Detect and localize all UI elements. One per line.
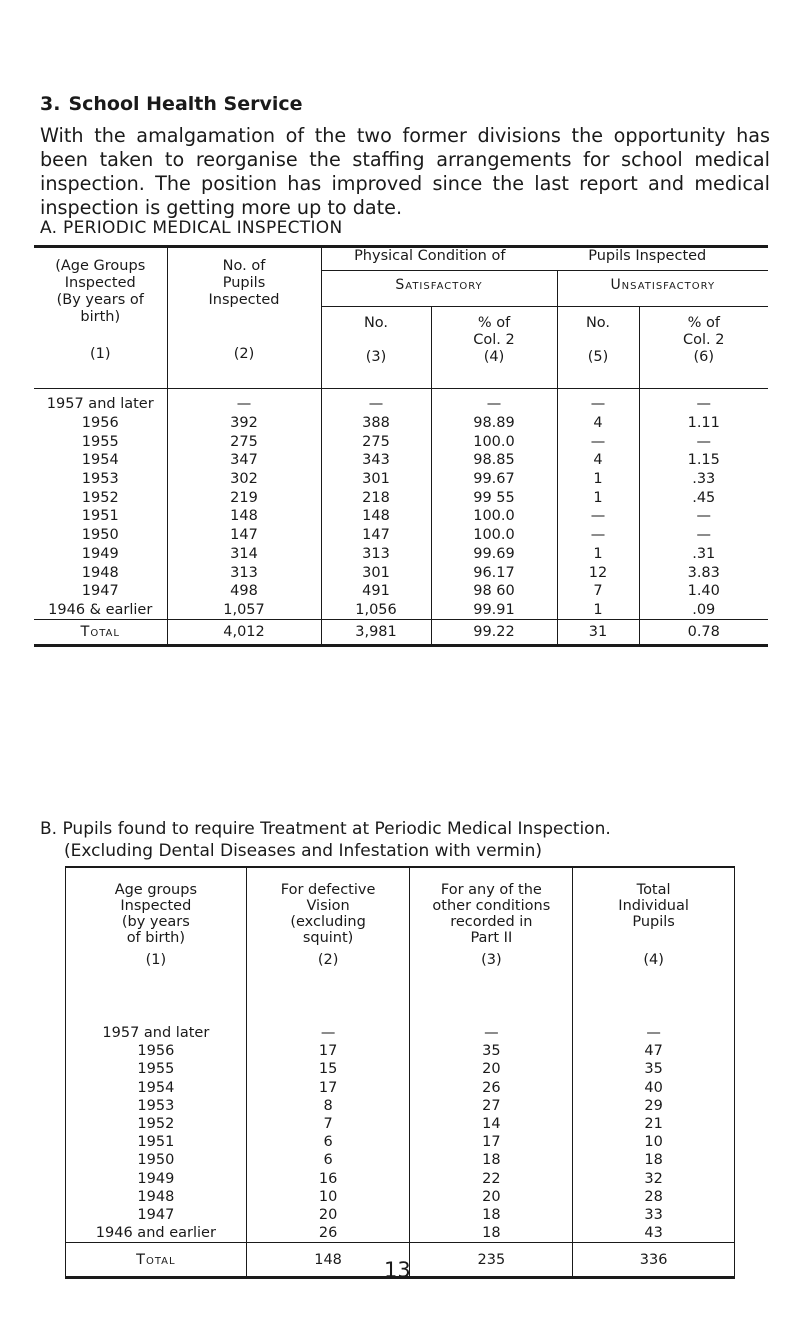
cell-sat-pct: 98.85 (431, 451, 557, 470)
section-number: 3. (40, 93, 61, 115)
col-header-4: Total Individual Pupils (4) (618, 882, 689, 968)
cell-pupils-inspected: 347 (167, 451, 321, 470)
unsatisfactory-header: Unsatisfactory (557, 271, 768, 307)
section-a-title: A. PERIODIC MEDICAL INSPECTION (40, 218, 343, 238)
cell-other-conditions: 26 (410, 1079, 573, 1097)
cell-unsat-no: — (557, 432, 639, 451)
cell-sat-pct: 98 60 (431, 582, 557, 601)
cell-age-group: 1951 (34, 507, 167, 526)
total-pupils: 4,012 (167, 620, 321, 646)
table-row (66, 1097, 735, 1115)
section-title: School Health Service (68, 93, 303, 115)
cell-other-conditions: 14 (410, 1115, 573, 1133)
cell-age-group: 1956 (66, 1042, 247, 1060)
cell-sat-no: 301 (321, 470, 431, 489)
cell-defective-vision: — (246, 994, 410, 1042)
total-sat-no: 3,981 (321, 620, 431, 646)
periodic-inspection-table (34, 245, 768, 647)
cell-sat-no: 275 (321, 432, 431, 451)
cell-pupils-inspected: 313 (167, 563, 321, 582)
cell-unsat-pct: 1.15 (687, 452, 720, 469)
table-row (34, 601, 768, 620)
cell-other-conditions: 22 (410, 1170, 573, 1188)
cell-total-individual: 40 (644, 1079, 663, 1096)
cell-age-group: 1950 (34, 526, 167, 545)
col-header-3: For any of the other conditions recorded in Part II (3) (410, 867, 573, 994)
cell-sat-no: 1,056 (321, 601, 431, 620)
cell-sat-pct: 100.0 (431, 432, 557, 451)
cell-unsat-no: 1 (557, 470, 639, 489)
cell-sat-pct: 99.67 (431, 470, 557, 489)
cell-age-group: 1955 (34, 432, 167, 451)
cell-defective-vision: 16 (246, 1170, 410, 1188)
table-row (66, 1151, 735, 1169)
cell-age-group: 1955 (66, 1060, 247, 1078)
cell-unsat-pct: — (696, 396, 711, 413)
cell-unsat-pct: 1.40 (687, 583, 720, 600)
total-label: Total (66, 1243, 247, 1278)
cell-total-individual: 35 (644, 1061, 663, 1078)
cell-unsat-no: 4 (557, 414, 639, 433)
cell-sat-pct: 99 55 (431, 488, 557, 507)
cell-age-group: 1952 (34, 488, 167, 507)
cell-pupils-inspected: 148 (167, 507, 321, 526)
cell-pupils-inspected: 314 (167, 545, 321, 564)
total-unsat-pct: 0.78 (639, 620, 768, 646)
cell-age-group: 1953 (66, 1097, 247, 1115)
table-row (34, 432, 768, 451)
intro-paragraph: With the amalgamation of the two former divisions the opportunity has been taken to reorganise the staffing arrangements for school medical inspection. The position has improved since the last report and medical inspection is getting more up to date. (40, 124, 770, 219)
section-b-title: B. Pupils found to require Treatment at Periodic Medical Inspection. (Excluding Dental Diseases and Infestation with vermin) (40, 819, 611, 861)
cell-age-group: 1957 and later (34, 389, 167, 414)
cell-total-individual: 28 (644, 1188, 663, 1205)
physical-condition-header: Physical Condition of Pupils Inspected (321, 247, 768, 271)
table-row (34, 389, 768, 414)
table-row (34, 545, 768, 564)
cell-defective-vision: 10 (246, 1188, 410, 1206)
cell-total-individual: 33 (644, 1206, 663, 1223)
cell-unsat-no: 1 (557, 601, 639, 620)
cell-other-conditions: — (410, 994, 573, 1042)
cell-unsat-no: 1 (557, 545, 639, 564)
table-row (66, 1170, 735, 1188)
cell-pupils-inspected: 302 (167, 470, 321, 489)
cell-pupils-inspected: 1,057 (167, 601, 321, 620)
cell-unsat-no: — (557, 507, 639, 526)
cell-pupils-inspected: — (167, 389, 321, 414)
table-row (66, 1133, 735, 1151)
treatment-required-table (65, 866, 735, 1279)
page-number: 13 (384, 1258, 411, 1282)
cell-age-group: 1948 (66, 1188, 247, 1206)
cell-age-group: 1946 & earlier (34, 601, 167, 620)
table-row (34, 414, 768, 433)
cell-sat-pct: — (431, 389, 557, 414)
cell-sat-pct: 99.69 (431, 545, 557, 564)
cell-pupils-inspected: 147 (167, 526, 321, 545)
cell-defective-vision: 20 (246, 1206, 410, 1224)
cell-defective-vision: 26 (246, 1224, 410, 1243)
cell-pupils-inspected: 498 (167, 582, 321, 601)
cell-sat-no: 218 (321, 488, 431, 507)
cell-age-group: 1949 (34, 545, 167, 564)
cell-sat-no: — (321, 389, 431, 414)
unsat-pct-header: % of Col. 2 (6) (639, 306, 768, 388)
cell-other-conditions: 18 (410, 1151, 573, 1169)
cell-sat-pct: 100.0 (431, 507, 557, 526)
cell-age-group: 1952 (66, 1115, 247, 1133)
cell-defective-vision: 8 (246, 1097, 410, 1115)
cell-age-group: 1950 (66, 1151, 247, 1169)
cell-total-individual: 18 (644, 1152, 663, 1169)
cell-age-group: 1954 (66, 1079, 247, 1097)
table-row (34, 526, 768, 545)
cell-unsat-pct: — (696, 433, 711, 450)
cell-defective-vision: 6 (246, 1133, 410, 1151)
satisfactory-header: Satisfactory (321, 271, 557, 307)
sat-no-header: No. (3) (321, 306, 431, 388)
cell-unsat-no: — (557, 526, 639, 545)
table-b-header-row (66, 867, 735, 994)
cell-total-individual: 29 (644, 1097, 663, 1114)
total-vision: 148 (246, 1243, 410, 1278)
cell-age-group: 1948 (34, 563, 167, 582)
total-sat-pct: 99.22 (431, 620, 557, 646)
table-row (34, 488, 768, 507)
cell-defective-vision: 17 (246, 1042, 410, 1060)
cell-sat-no: 343 (321, 451, 431, 470)
cell-total-individual: — (646, 1025, 661, 1042)
total-other: 235 (410, 1243, 573, 1278)
table-row (66, 1079, 735, 1097)
col-age-groups-header: (Age Groups Inspected (By years of birth) (1) (34, 247, 167, 389)
table-row (66, 1188, 735, 1206)
table-row (66, 1206, 735, 1224)
cell-other-conditions: 20 (410, 1188, 573, 1206)
cell-sat-pct: 98.89 (431, 414, 557, 433)
cell-age-group: 1946 and earlier (66, 1224, 247, 1243)
cell-unsat-pct: 3.83 (687, 564, 720, 581)
cell-other-conditions: 18 (410, 1224, 573, 1243)
cell-other-conditions: 18 (410, 1206, 573, 1224)
cell-total-individual: 10 (644, 1134, 663, 1151)
col-pupils-inspected-header: No. of Pupils Inspected (2) (167, 247, 321, 389)
cell-other-conditions: 17 (410, 1133, 573, 1151)
cell-sat-no: 388 (321, 414, 431, 433)
cell-age-group: 1954 (34, 451, 167, 470)
cell-sat-pct: 99.91 (431, 601, 557, 620)
cell-age-group: 1957 and later (66, 994, 247, 1042)
cell-sat-no: 491 (321, 582, 431, 601)
cell-total-individual: 32 (644, 1170, 663, 1187)
sat-pct-header: % of Col. 2 (4) (431, 306, 557, 388)
col-header-2: For defective Vision (excluding squint) (2) (246, 867, 410, 994)
table-row (34, 470, 768, 489)
cell-pupils-inspected: 275 (167, 432, 321, 451)
total-individual: 336 (573, 1243, 735, 1278)
cell-defective-vision: 7 (246, 1115, 410, 1133)
cell-unsat-no: 7 (557, 582, 639, 601)
cell-age-group: 1956 (34, 414, 167, 433)
cell-pupils-inspected: 392 (167, 414, 321, 433)
cell-unsat-no: 1 (557, 488, 639, 507)
cell-unsat-no: — (557, 389, 639, 414)
cell-other-conditions: 35 (410, 1042, 573, 1060)
section-heading (40, 93, 303, 115)
cell-unsat-pct: — (696, 527, 711, 544)
cell-unsat-pct: .45 (692, 489, 716, 506)
cell-sat-no: 301 (321, 563, 431, 582)
table-row (34, 507, 768, 526)
cell-unsat-pct: .31 (692, 545, 716, 562)
table-a-body (34, 389, 768, 620)
cell-defective-vision: 15 (246, 1060, 410, 1078)
cell-unsat-pct: .33 (692, 471, 716, 488)
table-row (66, 1042, 735, 1060)
col-header-1: Age groups Inspected (by years of birth) (1) (66, 867, 247, 994)
cell-sat-no: 147 (321, 526, 431, 545)
cell-age-group: 1947 (66, 1206, 247, 1224)
cell-total-individual: 21 (644, 1116, 663, 1133)
total-unsat-no: 31 (557, 620, 639, 646)
cell-age-group: 1951 (66, 1133, 247, 1151)
cell-pupils-inspected: 219 (167, 488, 321, 507)
table-row (66, 994, 735, 1042)
table-b-body (66, 994, 735, 1243)
cell-defective-vision: 17 (246, 1079, 410, 1097)
cell-unsat-no: 12 (557, 563, 639, 582)
cell-age-group: 1947 (34, 582, 167, 601)
total-label: Total (34, 620, 167, 646)
table-row (34, 451, 768, 470)
cell-other-conditions: 20 (410, 1060, 573, 1078)
cell-sat-pct: 96.17 (431, 563, 557, 582)
table-row (66, 1060, 735, 1078)
cell-unsat-pct: 1.11 (687, 415, 720, 432)
table-row (66, 1224, 735, 1243)
table-row (34, 563, 768, 582)
cell-age-group: 1953 (34, 470, 167, 489)
cell-other-conditions: 27 (410, 1097, 573, 1115)
cell-total-individual: 43 (644, 1225, 663, 1242)
cell-total-individual: 47 (644, 1043, 663, 1060)
cell-defective-vision: 6 (246, 1151, 410, 1169)
unsat-no-header: No. (5) (557, 306, 639, 388)
cell-unsat-pct: .09 (692, 601, 716, 618)
table-a-total-row (34, 620, 768, 646)
table-row (66, 1115, 735, 1133)
cell-sat-pct: 100.0 (431, 526, 557, 545)
cell-age-group: 1949 (66, 1170, 247, 1188)
table-row (34, 582, 768, 601)
cell-unsat-no: 4 (557, 451, 639, 470)
cell-sat-no: 313 (321, 545, 431, 564)
cell-unsat-pct: — (696, 508, 711, 525)
cell-sat-no: 148 (321, 507, 431, 526)
